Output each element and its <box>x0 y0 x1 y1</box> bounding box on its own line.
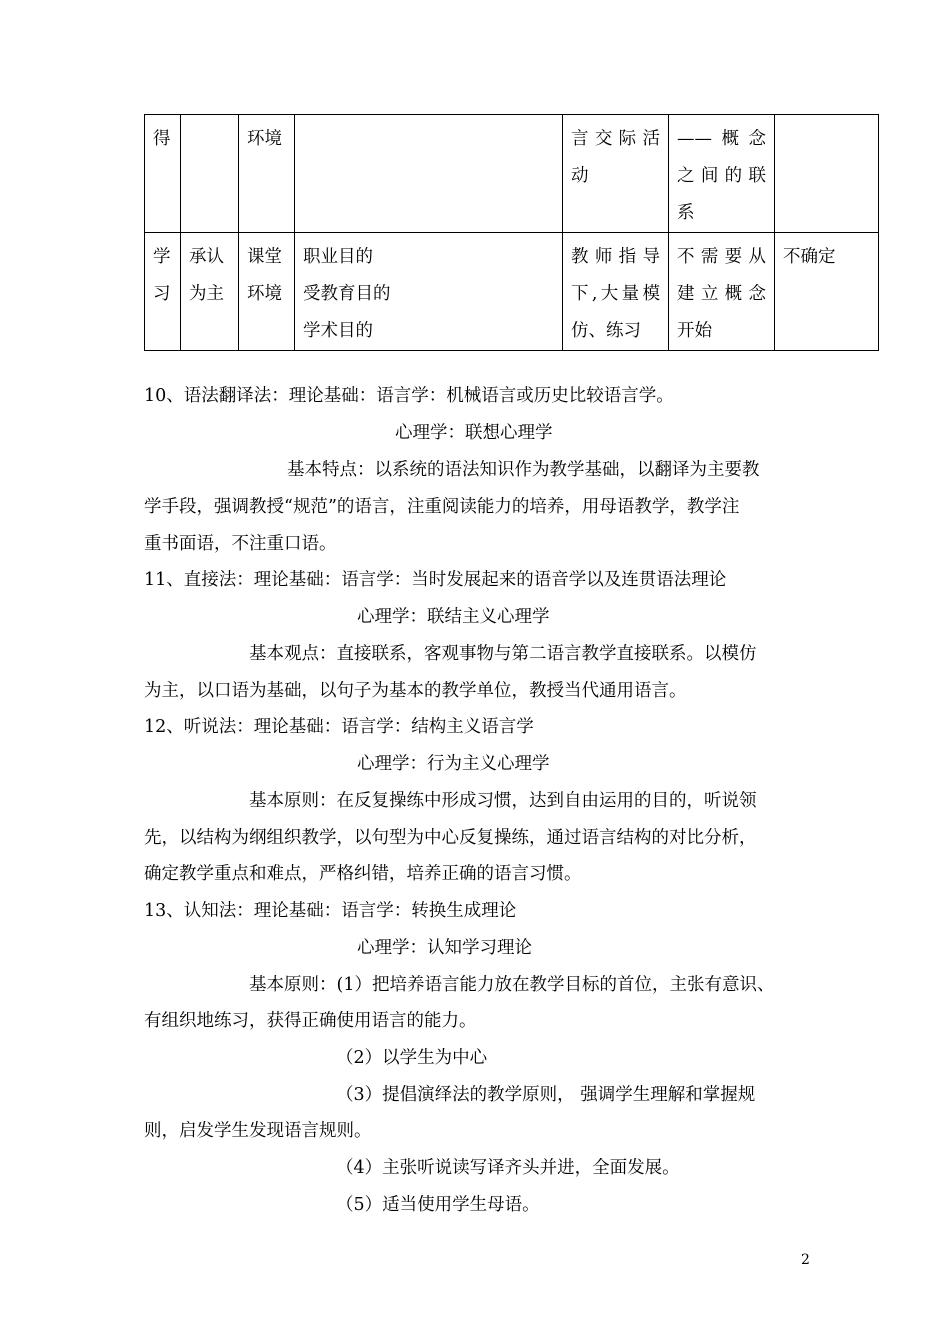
heading-cognitive-method: 13、认知法：理论基础：语言学：转换生成理论 <box>144 901 517 921</box>
text-line: 确定教学重点和难点，严格纠错，培养正确的语言习惯。 <box>144 864 582 884</box>
table-cell <box>145 233 181 351</box>
cell-text: 学术目的 <box>303 321 373 341</box>
text-line: 则，启发学生发现语言规则。 <box>144 1121 372 1141</box>
cell-text: 承认 <box>189 247 224 267</box>
cell-text: 课堂 <box>247 247 282 267</box>
list-item: （2）以学生为中心 <box>336 1048 488 1068</box>
text-line: 为主，以口语为基础，以句子为基本的教学单位，教授当代通用语言。 <box>144 681 687 701</box>
text-line: 基本特点：以系统的语法知识作为教学基础，以翻译为主要教 <box>287 460 760 480</box>
cell-text: 环境 <box>247 284 282 304</box>
cell-text: 开始 <box>677 321 712 341</box>
cell-text: 之间的联 <box>677 166 766 186</box>
list-item: （4）主张听说读写译齐头并进，全面发展。 <box>336 1158 680 1178</box>
method-comparison-table <box>144 114 879 351</box>
text-line: 先，以结构为纲组织教学，以句型为中心反复操练，通过语言结构的对比分析， <box>144 828 757 848</box>
cell-text: 动 <box>571 166 589 186</box>
text-line: 心理学：联想心理学 <box>395 423 553 443</box>
table-cell <box>563 115 669 233</box>
table-cell <box>295 233 563 351</box>
table-cell <box>239 233 295 351</box>
table-cell <box>145 115 181 233</box>
table-cell <box>295 115 563 233</box>
text-line: 重书面语，不注重口语。 <box>144 534 337 554</box>
cell-text: 得 <box>153 129 171 149</box>
text-line: 心理学：认知学习理论 <box>357 938 532 958</box>
cell-text: 不需要从 <box>677 247 766 267</box>
text-line: 心理学：行为主义心理学 <box>357 754 550 774</box>
cell-text: 下,大量模 <box>571 284 660 304</box>
table-cell <box>669 115 775 233</box>
table-cell <box>181 115 239 233</box>
table-row <box>145 115 879 233</box>
cell-text: 环境 <box>247 129 282 149</box>
heading-grammar-translation: 10、语法翻译法：理论基础：语言学：机械语言或历史比较语言学。 <box>144 386 674 406</box>
table-cell <box>239 115 295 233</box>
cell-text: ——概念 <box>677 129 766 149</box>
cell-text: 习 <box>153 284 171 304</box>
table-cell <box>669 233 775 351</box>
text-line: 基本原则：在反复操练中形成习惯，达到自由运用的目的，听说领 <box>249 791 757 811</box>
cell-text: 教师指导 <box>571 247 660 267</box>
table-cell <box>775 115 879 233</box>
table-cell <box>563 233 669 351</box>
heading-audiolingual-method: 12、听说法：理论基础：语言学：结构主义语言学 <box>144 717 534 737</box>
cell-text: 建立概念 <box>677 284 766 304</box>
cell-text: 学 <box>153 247 171 267</box>
list-item: （5）适当使用学生母语。 <box>336 1195 540 1215</box>
table-cell <box>775 233 879 351</box>
text-line: 有组织地练习，获得正确使用语言的能力。 <box>144 1011 477 1031</box>
text-line: 基本观点：直接联系，客观事物与第二语言教学直接联系。以模仿 <box>249 644 757 664</box>
page-number: 2 <box>801 1252 810 1268</box>
cell-text: 不确定 <box>783 247 836 267</box>
cell-text: 职业目的 <box>303 247 373 267</box>
cell-text: 言交际活 <box>571 129 660 149</box>
heading-direct-method: 11、直接法：理论基础：语言学：当时发展起来的语音学以及连贯语法理论 <box>144 570 727 590</box>
cell-text: 为主 <box>189 284 224 304</box>
cell-text: 受教育目的 <box>303 284 391 304</box>
cell-text: 仿、练习 <box>571 321 641 341</box>
text-line: 学手段，强调教授“规范”的语言，注重阅读能力的培养，用母语教学，教学注 <box>144 497 740 517</box>
text-line: 基本原则：(1）把培养语言能力放在教学目标的首位，主张有意识、 <box>249 975 775 995</box>
text-line: 心理学：联结主义心理学 <box>357 607 550 627</box>
table-row <box>145 233 879 351</box>
cell-text: 系 <box>677 203 695 223</box>
table-cell <box>181 233 239 351</box>
list-item: （3）提倡演绎法的教学原则， 强调学生理解和掌握规 <box>336 1085 756 1105</box>
